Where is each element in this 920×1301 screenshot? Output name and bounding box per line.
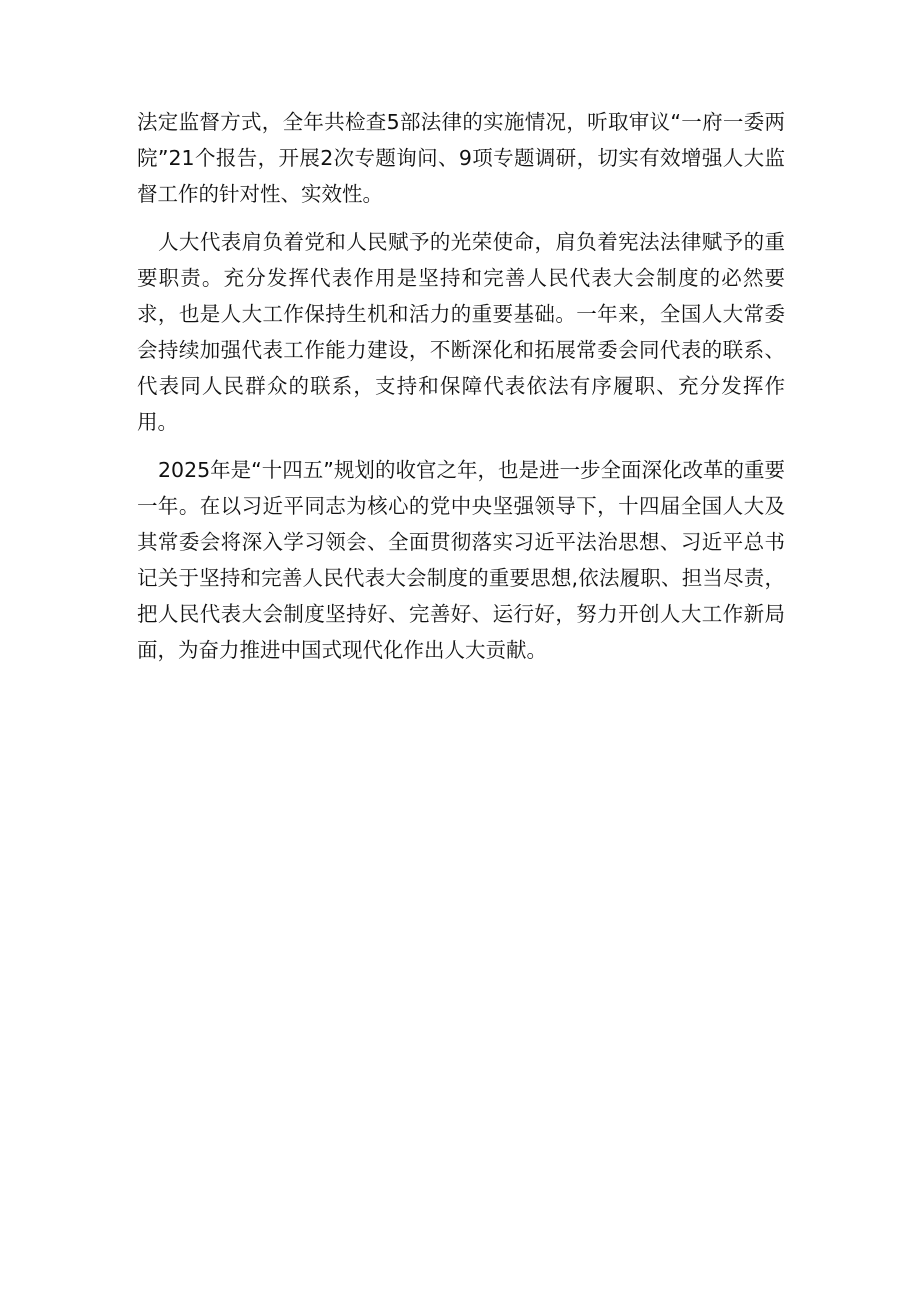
paragraph-2025-outlook: 2025年是“十四五”规划的收官之年，也是进一步全面深化改革的重要一年。在以习近平同志为核心的党中央坚强领导下，十四届全国人大及其常委会将深入学习领会、全面贯彻落实习近平法治思想、习近平总书记关于坚持和完善人民代表大会制度的重要思想,依法履职、担当尽责，把人民代表大会制度坚持好、完善好、运行好，努力开创人大工作新局面，为奋力推进中国式现代化作出人大贡献。	[137, 458, 785, 662]
paragraph-supervision: 法定监督方式，全年共检查5部法律的实施情况，听取审议“一府一委两院”21个报告，开展2次专题询问、9项专题调研，切实有效增强人大监督工作的针对性、实效性。	[137, 110, 785, 206]
document-body	[137, 104, 785, 680]
paragraph-deputies: 人大代表肩负着党和人民赋予的光荣使命，肩负着宪法法律赋予的重要职责。充分发挥代表作用是坚持和完善人民代表大会制度的必然要求，也是人大工作保持生机和活力的重要基础。一年来，全国人大常委会持续加强代表工作能力建设，不断深化和拓展常委会同代表的联系、代表同人民群众的联系，支持和保障代表依法有序履职、充分发挥作用。	[137, 230, 785, 434]
